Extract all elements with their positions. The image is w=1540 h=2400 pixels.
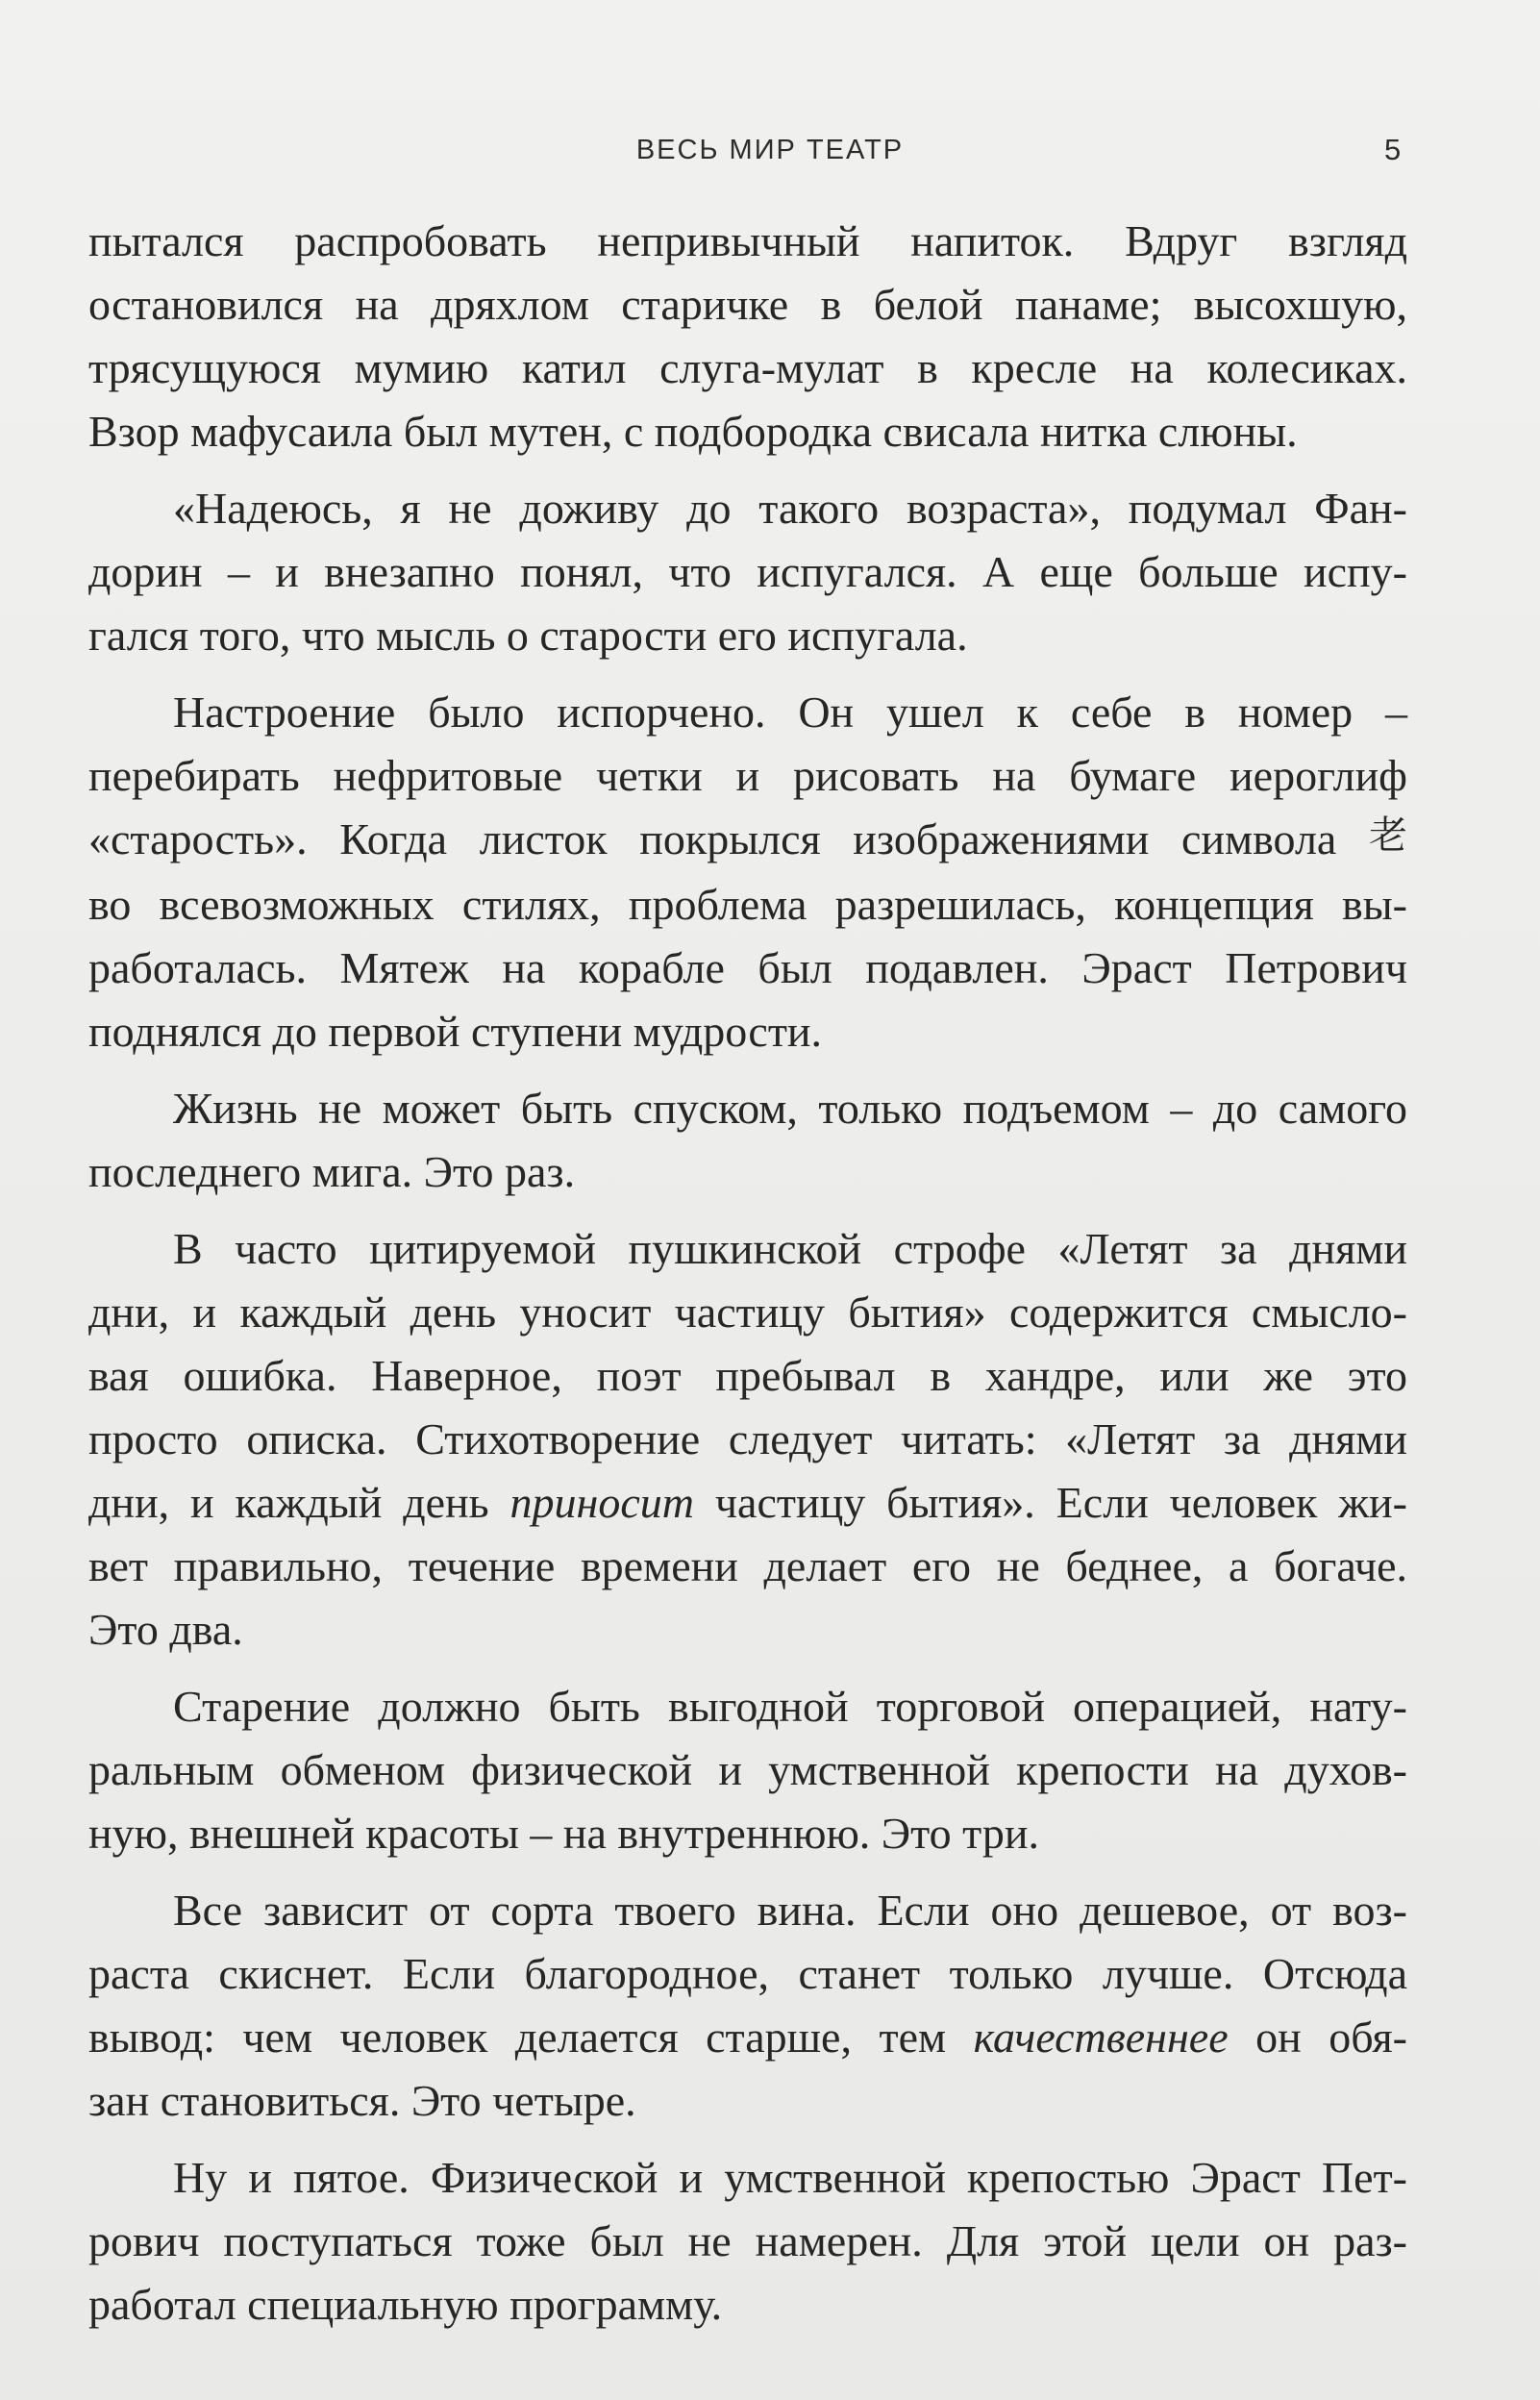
text-line: Это два.	[88, 1605, 243, 1654]
text-line: вая ошибка. Наверное, поэт пребывал в хандре, или же это	[88, 1351, 1407, 1400]
text-line: «Надеюсь, я не доживу до такого возраста», подумал Фан-	[173, 484, 1407, 533]
text-run: он обя-	[1228, 2012, 1407, 2062]
paragraph-3	[88, 681, 1407, 1063]
page-number: 5	[1384, 133, 1402, 166]
text-line: Жизнь не может быть спуском, только подъемом – до самого	[173, 1084, 1407, 1133]
paragraph-5	[88, 1217, 1407, 1662]
text-line: работал специальную программу.	[88, 2280, 723, 2329]
hieroglyph-old-age: 老	[1369, 813, 1407, 858]
text-line	[88, 1471, 1407, 1535]
body-text	[88, 210, 1407, 2350]
paragraph-8	[88, 2146, 1407, 2337]
text-run: «старость». Когда листок покрылся изображениями символа	[88, 814, 1337, 863]
running-title: ВЕСЬ МИР ТЕАТР	[635, 135, 905, 165]
text-line: вет правильно, течение времени делает его не беднее, а богаче.	[88, 1541, 1407, 1590]
italic-run: приносит	[509, 1478, 694, 1527]
text-line: просто описка. Стихотворение следует читать: «Летят за днями	[88, 1414, 1407, 1463]
text-line: Старение должно быть выгодной торговой операцией, нату-	[173, 1682, 1407, 1731]
text-line: пытался распробовать непривычный напиток. Вдруг взгляд	[88, 216, 1407, 265]
text-line: во всевозможных стилях, проблема разрешилась, концепция вы-	[88, 880, 1407, 929]
text-line: Все зависит от сорта твоего вина. Если оно дешевое, от воз-	[173, 1886, 1407, 1935]
text-line: рович поступаться тоже был не намерен. Для этой цели он раз-	[88, 2216, 1407, 2265]
text-line: последнего мига. Это раз.	[88, 1147, 576, 1196]
paragraph-7	[88, 1879, 1407, 2133]
text-line: В часто цитируемой пушкинской строфе «Летят за днями	[173, 1224, 1407, 1273]
text-line: трясущуюся мумию катил слуга-мулат в кресле на колесиках.	[88, 343, 1407, 392]
text-line: зан становиться. Это четыре.	[88, 2076, 636, 2125]
paragraph-1	[88, 210, 1407, 463]
text-run: частицу бытия». Если человек жи-	[694, 1478, 1407, 1527]
text-line: Взор мафусаила был мутен, с подбородка свисала нитка слюны.	[88, 407, 1298, 456]
italic-run: качественнее	[973, 2012, 1229, 2062]
text-line: Настроение было испорчено. Он ушел к себе в номер –	[173, 688, 1407, 737]
paragraph-4	[88, 1077, 1407, 1204]
text-line: дни, и каждый день уносит частицу бытия» содержится смысло-	[88, 1288, 1407, 1337]
text-line	[88, 2006, 1407, 2069]
text-line: остановился на дряхлом старичке в белой панаме; высохшую,	[88, 280, 1407, 329]
text-line: ную, внешней красоты – на внутреннюю. Это три.	[88, 1809, 1039, 1858]
text-line: работалась. Мятеж на корабле был подавлен. Эраст Петрович	[88, 943, 1407, 992]
text-run: дни, и каждый день	[88, 1478, 510, 1527]
text-line: перебирать нефритовые четки и рисовать на бумаге иероглиф	[88, 751, 1407, 800]
page-header	[0, 123, 1540, 181]
text-line: раста скиснет. Если благородное, станет только лучше. Отсюда	[88, 1949, 1407, 1998]
paragraph-2	[88, 477, 1407, 667]
text-line: ральным обменом физической и умственной крепости на духов-	[88, 1745, 1407, 1794]
text-line: дорин – и внезапно понял, что испугался. А еще больше испу-	[88, 547, 1407, 596]
paragraph-6	[88, 1675, 1407, 1865]
text-line	[88, 808, 1407, 873]
text-line: гался того, что мысль о старости его испугала.	[88, 611, 968, 660]
text-run: вывод: чем человек делается старше, тем	[88, 2012, 974, 2062]
text-line: Ну и пятое. Физической и умственной крепостью Эраст Пет-	[173, 2153, 1407, 2202]
text-line: поднялся до первой ступени мудрости.	[88, 1007, 823, 1056]
